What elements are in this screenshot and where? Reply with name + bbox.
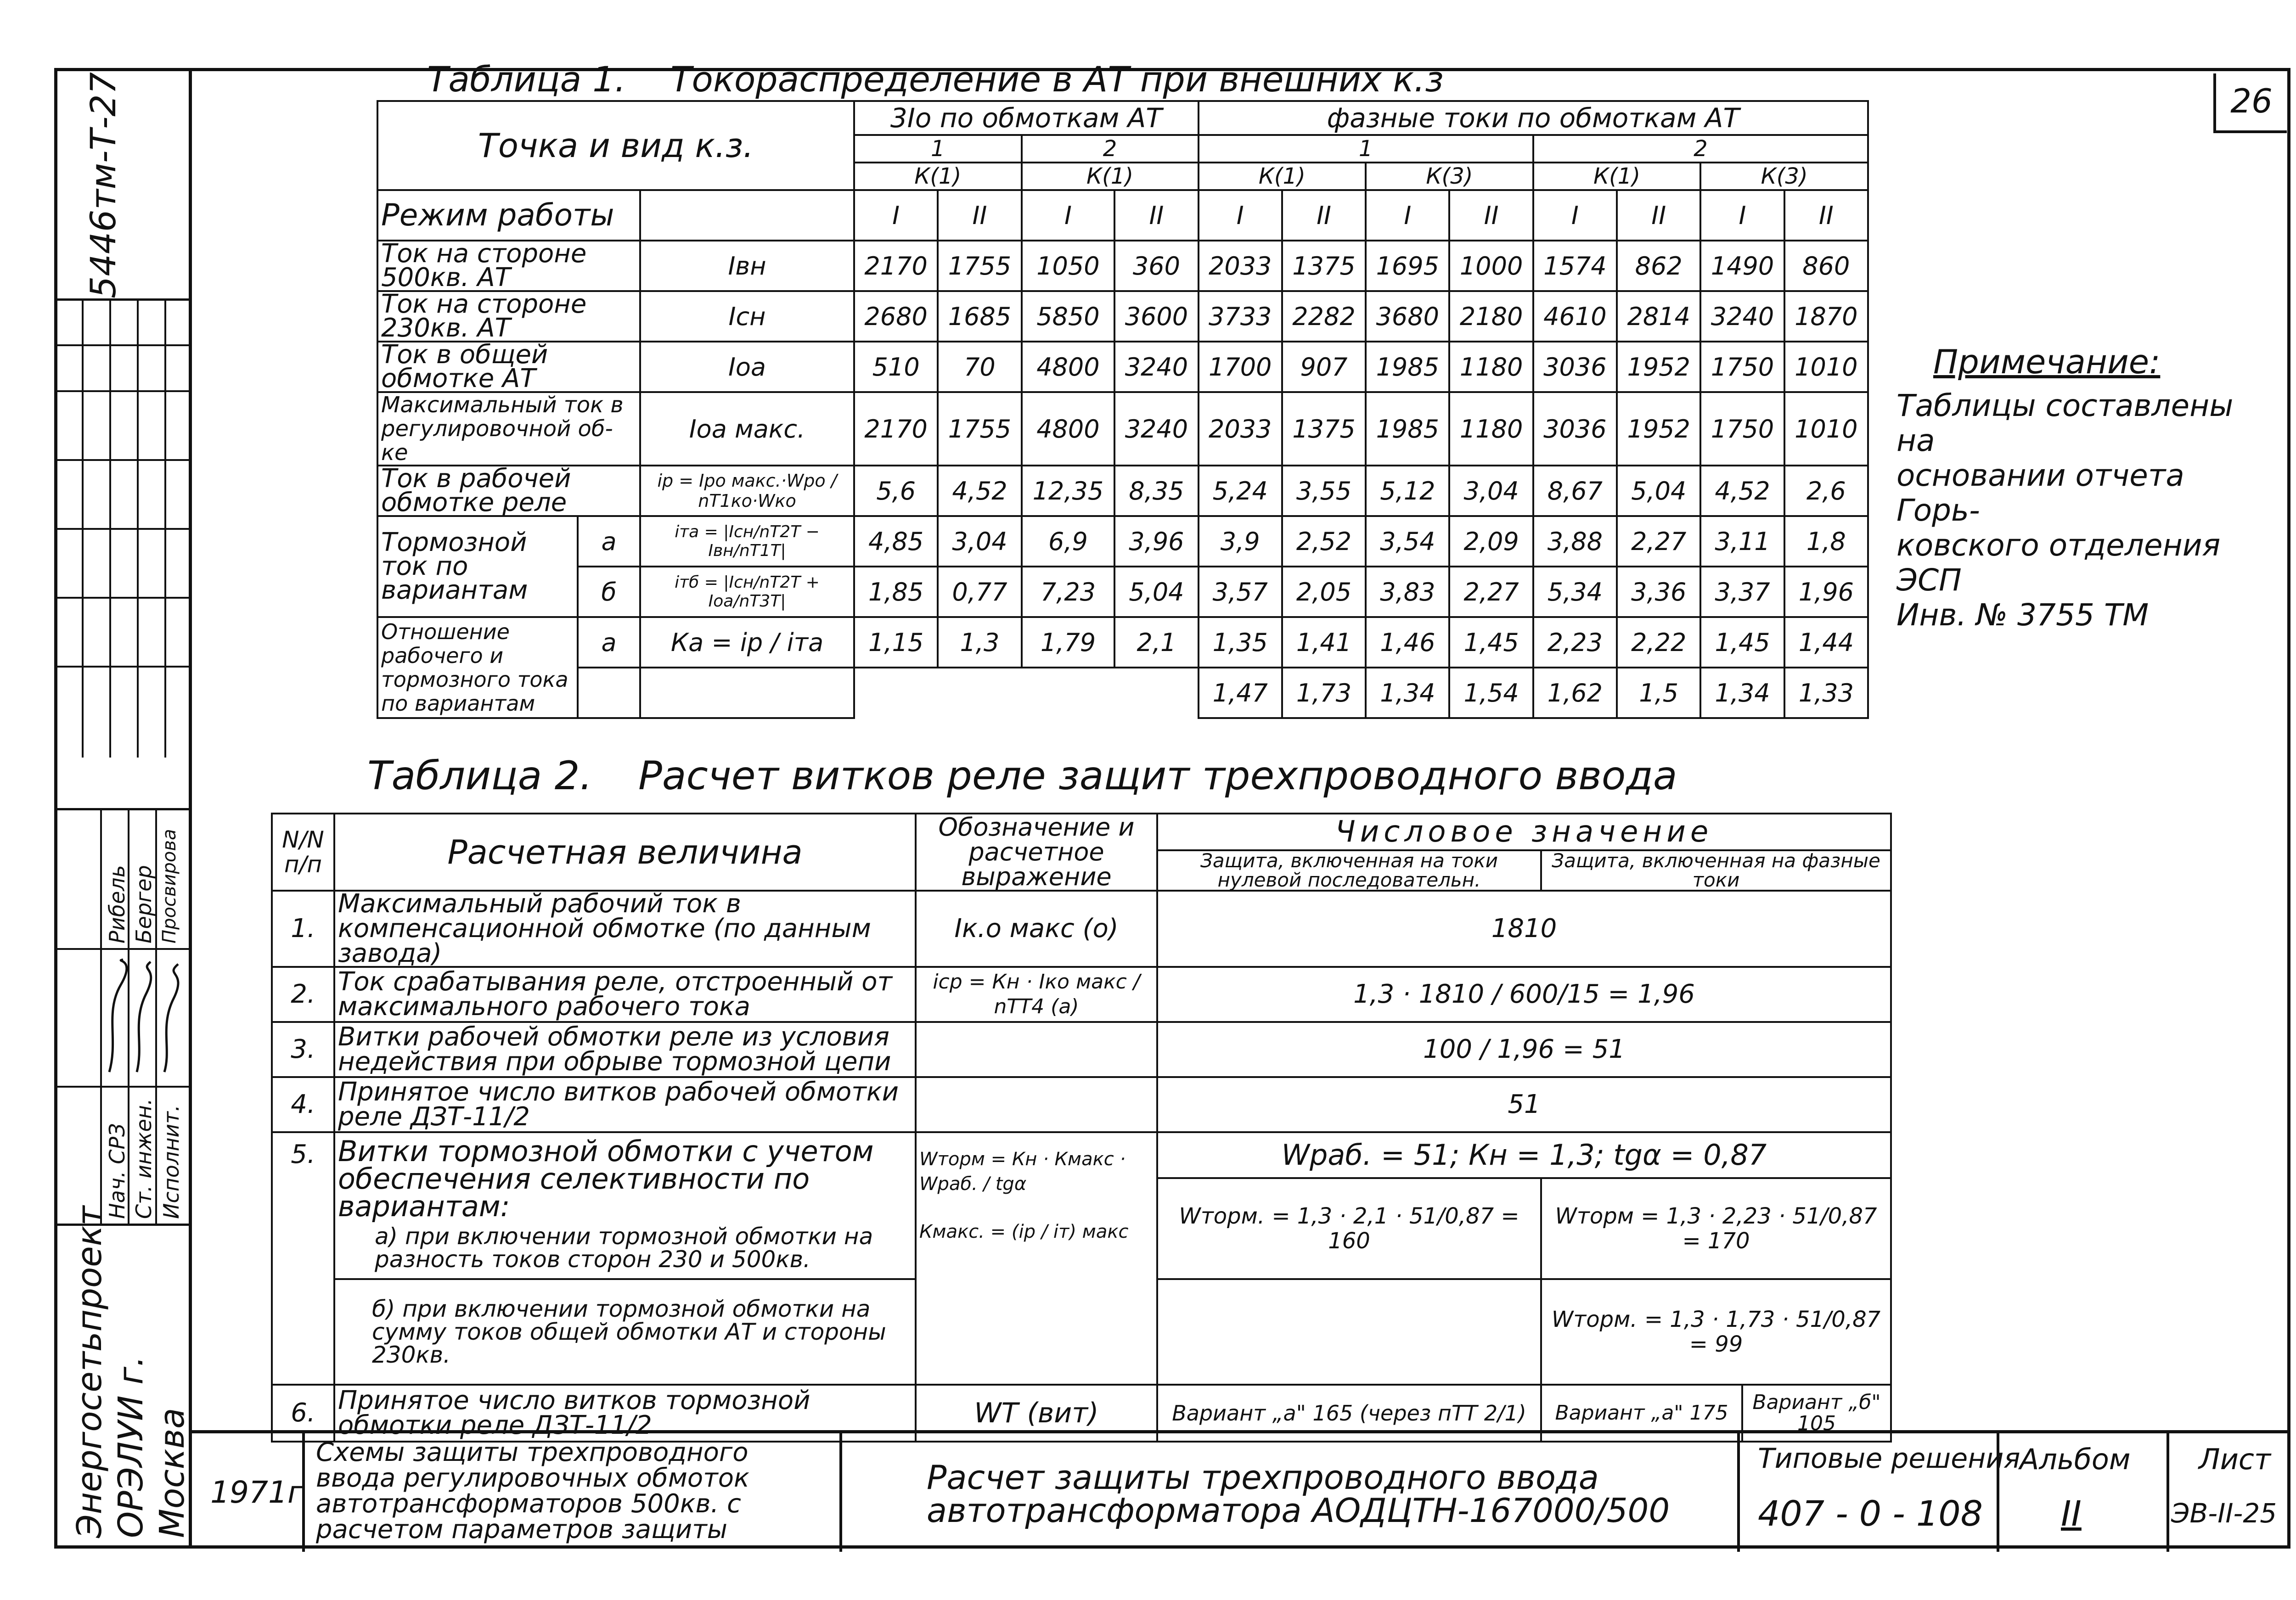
t1-brake-var-a: а <box>578 516 640 567</box>
t1-cell: 1375 <box>1282 392 1366 466</box>
t1-cell: 1574 <box>1533 241 1617 291</box>
t1-row-label: Ток в рабочей обмотке реле <box>377 466 640 516</box>
t1-cell: 4,85 <box>854 516 938 567</box>
organization: Энергосетьпроект ОРЭЛУИ г. Москва <box>70 1206 192 1538</box>
t2-n: 4. <box>272 1077 334 1132</box>
typical-value: 407 - 0 - 108 <box>1758 1493 1983 1534</box>
t1-group-phase: фазные токи по обмоткам АТ <box>1199 101 1868 135</box>
note-line: основании отчета Горь- <box>1896 458 2184 528</box>
t2-n: 1. <box>272 891 334 967</box>
t1-cell: 2814 <box>1617 291 1700 342</box>
t1-cell: 2282 <box>1282 291 1366 342</box>
t1-cell: 6,9 <box>1022 516 1115 567</box>
t1-cell: 4610 <box>1533 291 1617 342</box>
t1-ratio-var-a: а <box>578 617 640 668</box>
table-row <box>377 342 1868 392</box>
t1-cell: 4,52 <box>938 466 1021 516</box>
note-line: Инв. № 3755 ТМ <box>1896 597 2149 633</box>
t1-cell-empty <box>854 668 1199 718</box>
t1-cell: 1,62 <box>1533 668 1617 718</box>
t1-brake-label: Тормозной ток по вариантам <box>377 516 578 617</box>
t1-cell: 3,04 <box>1449 466 1533 516</box>
t1-cell: 3,88 <box>1533 516 1617 567</box>
t1-cell: 5,34 <box>1533 567 1617 617</box>
t1-cell: 3240 <box>1114 392 1198 466</box>
t2-d: WТ (вит) <box>916 1385 1157 1442</box>
typical-label: Типовые решения <box>1758 1443 2020 1475</box>
t1-brake-sym-b: iтб = |Iсн/nТ2Т + Iоа/nТ3Т| <box>640 567 854 617</box>
t1-cell: 3,37 <box>1700 567 1784 617</box>
t1-cell: 3,9 <box>1199 516 1282 567</box>
t1-cell: 1180 <box>1449 342 1533 392</box>
t1-cell: 3,96 <box>1114 516 1198 567</box>
t2-q5 <box>334 1132 916 1279</box>
t1-cell: 1,54 <box>1449 668 1533 718</box>
signature-block <box>54 808 192 1226</box>
t1-cell: 1952 <box>1617 392 1700 466</box>
t1-cell: 1490 <box>1700 241 1784 291</box>
t2-q: Максимальный рабочий ток в компенсационной обмотке (по данным завода) <box>334 891 916 967</box>
table-row <box>377 392 1868 466</box>
t1-cell: 862 <box>1617 241 1700 291</box>
t2-head-phase: Защита, включенная на фазные токи <box>1541 850 1891 891</box>
t1-cell: 1,33 <box>1784 668 1868 718</box>
t1-cell: 3733 <box>1199 291 1282 342</box>
t2-v: 1,3 · 1810 / 600/15 = 1,96 <box>1157 967 1891 1022</box>
t1-cell: 1685 <box>938 291 1021 342</box>
t1-k6: К(3) <box>1700 163 1868 190</box>
t1-cell: 1,73 <box>1282 668 1366 718</box>
t1-ratio-var-b <box>578 668 640 718</box>
table-row <box>377 466 1868 516</box>
t1-cell: 1,79 <box>1022 617 1115 668</box>
t1-row-sym: Iвн <box>640 241 854 291</box>
t1-k3: К(1) <box>1199 163 1366 190</box>
table-row <box>377 516 1868 567</box>
t1-row-label: Максимальный ток в регулировочной об-ке <box>377 392 640 466</box>
note-line: Таблицы составлены на <box>1896 388 2234 458</box>
table-row <box>272 1022 1891 1077</box>
t2-n: 2. <box>272 967 334 1022</box>
t1-cell: 3,54 <box>1366 516 1449 567</box>
t2-params: Wраб. = 51; Кн = 1,3; tgα = 0,87 <box>1157 1132 1891 1178</box>
t2-head-quantity: Расчетная величина <box>334 814 916 891</box>
t1-cell: 1,5 <box>1617 668 1700 718</box>
table2-subtitle: Расчет витков реле защит трехпроводного ввода <box>638 753 1677 799</box>
t1-cell: 4800 <box>1022 392 1115 466</box>
t1-cell: 1,8 <box>1784 516 1868 567</box>
t1-cell: 907 <box>1282 342 1366 392</box>
t2-d5-2: Кмакс. = (iр / iт) макс <box>919 1221 1129 1242</box>
t2-head-zero-seq: Защита, включенная на токи нулевой последовательн. <box>1157 850 1541 891</box>
t1-cell: 1700 <box>1199 342 1282 392</box>
note-line: ковского отделения ЭСП <box>1896 528 2221 598</box>
t1-mode: II <box>1114 190 1198 241</box>
scheme-text: Схемы защиты трехпроводного ввода регулировочных обмоток автотрансформаторов 500кв. с расчетом параметров защиты <box>316 1437 749 1544</box>
table-row <box>272 1132 1891 1178</box>
t2-v: 51 <box>1157 1077 1891 1132</box>
t1-mode-label: Режим работы <box>377 190 640 241</box>
t1-mode: I <box>1199 190 1282 241</box>
t1-cell: 1750 <box>1700 342 1784 392</box>
name-3: Просвирова <box>159 829 180 943</box>
table1-title: Таблица 1. <box>427 59 626 100</box>
table-row <box>272 1077 1891 1132</box>
t1-mode: I <box>854 190 938 241</box>
table-row <box>272 891 1891 967</box>
t1-cell: 5,6 <box>854 466 938 516</box>
t2-d <box>916 1077 1157 1132</box>
t1-cell: 3680 <box>1366 291 1449 342</box>
t1-cell: 3,36 <box>1617 567 1700 617</box>
t1-cell: 1,34 <box>1700 668 1784 718</box>
table1 <box>377 100 1869 719</box>
t1-k5: К(1) <box>1533 163 1701 190</box>
t1-mode: II <box>938 190 1021 241</box>
t2-q: Принятое число витков тормозной обмотки реле ДЗТ-11/2 <box>334 1385 916 1442</box>
t1-cell: 7,23 <box>1022 567 1115 617</box>
t2-v6-zero: Вариант „а" 165 (через пТТ 2/1) <box>1157 1385 1541 1442</box>
table2 <box>271 813 1892 1443</box>
t1-cell: 2180 <box>1449 291 1533 342</box>
name-2: Бергер <box>131 865 156 943</box>
t1-cell: 2,6 <box>1784 466 1868 516</box>
t2-v6-phase-b: Вариант „б" 105 <box>1752 1391 1881 1435</box>
t1-cell: 3036 <box>1533 342 1617 392</box>
t1-cell: 1180 <box>1449 392 1533 466</box>
t1-cell: 3600 <box>1114 291 1198 342</box>
t1-cell: 3036 <box>1533 392 1617 466</box>
album-value: II <box>2061 1493 2082 1534</box>
year: 1971г <box>210 1475 304 1510</box>
t2-d: Iк.о макс (о) <box>916 891 1157 967</box>
t2-head-nn: N/N п/п <box>272 814 334 891</box>
t1-cell: 1,96 <box>1784 567 1868 617</box>
table-row <box>377 241 1868 291</box>
t2-v: 1810 <box>1157 891 1891 967</box>
t1-cell: 1,35 <box>1199 617 1282 668</box>
drawing-title: Расчет защиты трехпроводного ввода автотрансформатора АОДЦТН-167000/500 <box>927 1458 1670 1530</box>
t1-cell: 2680 <box>854 291 938 342</box>
t1-cell: 2,27 <box>1449 567 1533 617</box>
table-row <box>272 967 1891 1022</box>
t2-v5-b-zero <box>1157 1279 1541 1385</box>
t1-n4: 2 <box>1533 135 1868 163</box>
t2-d <box>916 1022 1157 1077</box>
t1-cell: 1050 <box>1022 241 1115 291</box>
table1-subtitle: Токораспределение в АТ при внешних к.з <box>670 59 1444 100</box>
title-block <box>192 1430 2290 1552</box>
note <box>1896 344 2273 633</box>
t1-mode: I <box>1700 190 1784 241</box>
t1-cell: 1,15 <box>854 617 938 668</box>
role-3: Исполнит. <box>159 1105 184 1219</box>
t1-mode: I <box>1366 190 1449 241</box>
t1-cell: 2,52 <box>1282 516 1366 567</box>
t1-cell: 8,35 <box>1114 466 1198 516</box>
t2-q: Витки рабочей обмотки реле из условия недействия при обрыве тормозной цепи <box>334 1022 916 1077</box>
t1-row-label: Ток на стороне 500кв. АТ <box>377 241 640 291</box>
t1-cell: 1,45 <box>1700 617 1784 668</box>
t1-cell: 5,04 <box>1114 567 1198 617</box>
t1-cell: 5,04 <box>1617 466 1700 516</box>
t1-n1: 1 <box>854 135 1022 163</box>
t2-n: 5. <box>272 1132 334 1385</box>
t2-q: Принятое число витков рабочей обмотки реле ДЗТ-11/2 <box>334 1077 916 1132</box>
t1-point-label: Точка и вид к.з. <box>478 126 754 165</box>
t1-cell: 3,11 <box>1700 516 1784 567</box>
t1-mode: I <box>1533 190 1617 241</box>
t2-d5 <box>916 1132 1157 1385</box>
t1-cell: 1952 <box>1617 342 1700 392</box>
t1-cell: 8,67 <box>1533 466 1617 516</box>
t1-ratio-sym-b <box>640 668 854 718</box>
t1-cell: 12,35 <box>1022 466 1115 516</box>
t1-cell: 1010 <box>1784 342 1868 392</box>
t2-head-numeric: Числовое значение <box>1157 814 1891 850</box>
t1-cell: 2170 <box>854 392 938 466</box>
t1-brake-var-b: б <box>578 567 640 617</box>
t2-v5-b-phase: Wторм. = 1,3 · 1,73 · 51/0,87 = 99 <box>1541 1279 1891 1385</box>
t2-n: 6. <box>272 1385 334 1442</box>
t1-mode: II <box>1617 190 1700 241</box>
t1-cell: 3,57 <box>1199 567 1282 617</box>
t1-cell: 1870 <box>1784 291 1868 342</box>
t1-cell: 2,22 <box>1617 617 1700 668</box>
t1-cell: 70 <box>938 342 1021 392</box>
t1-cell: 3,55 <box>1282 466 1366 516</box>
t1-mode-row <box>377 190 1868 241</box>
t1-cell: 2,27 <box>1617 516 1700 567</box>
t2-q: Ток срабатывания реле, отстроенный от максимального рабочего тока <box>334 967 916 1022</box>
t1-cell: 2033 <box>1199 392 1282 466</box>
t1-cell: 3240 <box>1700 291 1784 342</box>
t1-k2: К(1) <box>1022 163 1199 190</box>
t1-row-sym: Iсн <box>640 291 854 342</box>
t1-mode: I <box>1022 190 1115 241</box>
t1-row-sym: Iоа макс. <box>640 392 854 466</box>
t1-cell: 3,83 <box>1366 567 1449 617</box>
t1-cell: 5,12 <box>1366 466 1449 516</box>
t1-n3: 1 <box>1199 135 1533 163</box>
table-row <box>377 291 1868 342</box>
sheet-value: ЭВ-II-25 <box>2171 1498 2277 1529</box>
t1-cell: 1755 <box>938 241 1021 291</box>
t2-q5-b: б) при включении тормозной обмотки на сумму токов общей обмотки АТ и стороны 230кв. <box>334 1279 916 1385</box>
t1-n2: 2 <box>1022 135 1199 163</box>
t2-v5-a-zero: Wторм. = 1,3 · 2,1 · 51/0,87 = 160 <box>1157 1178 1541 1279</box>
t2-head-designation: Обозначение и расчетное выражение <box>916 814 1157 891</box>
t1-mode: II <box>1784 190 1868 241</box>
t1-cell: 1,46 <box>1366 617 1449 668</box>
note-title: Примечание: <box>1933 342 2161 381</box>
t1-k4: К(3) <box>1366 163 1533 190</box>
t1-cell: 3,04 <box>938 516 1021 567</box>
t1-cell: 2,23 <box>1533 617 1617 668</box>
t1-cell: 1750 <box>1700 392 1784 466</box>
name-1: Рибель <box>105 865 129 943</box>
t1-cell: 1,41 <box>1282 617 1366 668</box>
side-code: 5446тм-Т-27 <box>83 72 124 298</box>
table-row <box>377 668 1868 718</box>
t1-cell: 2,1 <box>1114 617 1198 668</box>
sheet-number: 26 <box>2230 82 2273 120</box>
role-1: Нач. СРЗ <box>105 1123 129 1219</box>
t1-group-3i0: 3Iо по обмоткам АТ <box>854 101 1199 135</box>
t1-cell: 5850 <box>1022 291 1115 342</box>
t1-ratio-sym-a: Ка = iр / iта <box>640 617 854 668</box>
album-label: Альбом <box>2020 1443 2131 1476</box>
t1-cell: 0,77 <box>938 567 1021 617</box>
t1-cell: 860 <box>1784 241 1868 291</box>
t2-v5-a-phase: Wторм = 1,3 · 2,23 · 51/0,87 = 170 <box>1541 1178 1891 1279</box>
table-row <box>377 617 1868 668</box>
t1-cell: 1,85 <box>854 567 938 617</box>
t2-d5-1: Wторм = Кн · Кмакс · Wраб. / tgα <box>919 1149 1126 1195</box>
t1-k1: К(1) <box>854 163 1022 190</box>
t1-cell: 3240 <box>1114 342 1198 392</box>
t1-cell: 5,24 <box>1199 466 1282 516</box>
t1-cell: 1755 <box>938 392 1021 466</box>
t1-mode: II <box>1449 190 1533 241</box>
t1-row-sym: Iоа <box>640 342 854 392</box>
t1-mode: II <box>1282 190 1366 241</box>
t1-ratio-label: Отношение рабочего и тормозного тока по вариантам <box>377 617 578 718</box>
signature-scribbles <box>100 957 187 1081</box>
t1-cell: 2033 <box>1199 241 1282 291</box>
t2-v: 100 / 1,96 = 51 <box>1157 1022 1891 1077</box>
t1-row-label: Ток в общей обмотке АТ <box>377 342 640 392</box>
t1-cell: 1,3 <box>938 617 1021 668</box>
t1-cell: 1985 <box>1366 392 1449 466</box>
t1-cell: 1,45 <box>1449 617 1533 668</box>
t1-mode-sym <box>640 190 854 241</box>
t1-cell: 2170 <box>854 241 938 291</box>
t1-cell: 510 <box>854 342 938 392</box>
t1-cell: 1375 <box>1282 241 1366 291</box>
left-grid <box>54 298 192 758</box>
table-row <box>377 567 1868 617</box>
t1-cell: 2,05 <box>1282 567 1366 617</box>
t1-cell: 4,52 <box>1700 466 1784 516</box>
table2-title: Таблица 2. <box>367 753 592 799</box>
t1-cell: 4800 <box>1022 342 1115 392</box>
t1-row-sym: iр = Iро макс.·Wро / nТ1ко·Wко <box>640 466 854 516</box>
t2-q5-main: Витки тормозной обмотки с учетом обеспечения селективности по вариантам: <box>338 1134 874 1223</box>
t1-cell: 1,47 <box>1199 668 1282 718</box>
t1-brake-sym-a: iта = |Iсн/nТ2Т − Iвн/nТ1Т| <box>640 516 854 567</box>
t1-cell: 1,34 <box>1366 668 1449 718</box>
t1-row-label: Ток на стороне 230кв. АТ <box>377 291 640 342</box>
t1-cell: 1000 <box>1449 241 1533 291</box>
t1-cell: 1,44 <box>1784 617 1868 668</box>
sheet-number-box <box>2213 73 2287 133</box>
t2-q5-a: а) при включении тормозной обмотки на разность токов сторон 230 и 500кв. <box>375 1223 873 1273</box>
t2-n: 3. <box>272 1022 334 1077</box>
t2-v6-phase-a: Вариант „а" 175 <box>1542 1386 1743 1441</box>
t1-cell: 1695 <box>1366 241 1449 291</box>
t1-cell: 360 <box>1114 241 1198 291</box>
t1-cell: 2,09 <box>1449 516 1533 567</box>
t1-cell: 1985 <box>1366 342 1449 392</box>
sheet-label: Лист <box>2199 1443 2271 1476</box>
t1-cell: 1010 <box>1784 392 1868 466</box>
role-2: Ст. инжен. <box>131 1098 156 1219</box>
t1-point-cell <box>377 101 854 190</box>
t2-d: iср = Кн · Iко макс / nТТ4 (а) <box>916 967 1157 1022</box>
